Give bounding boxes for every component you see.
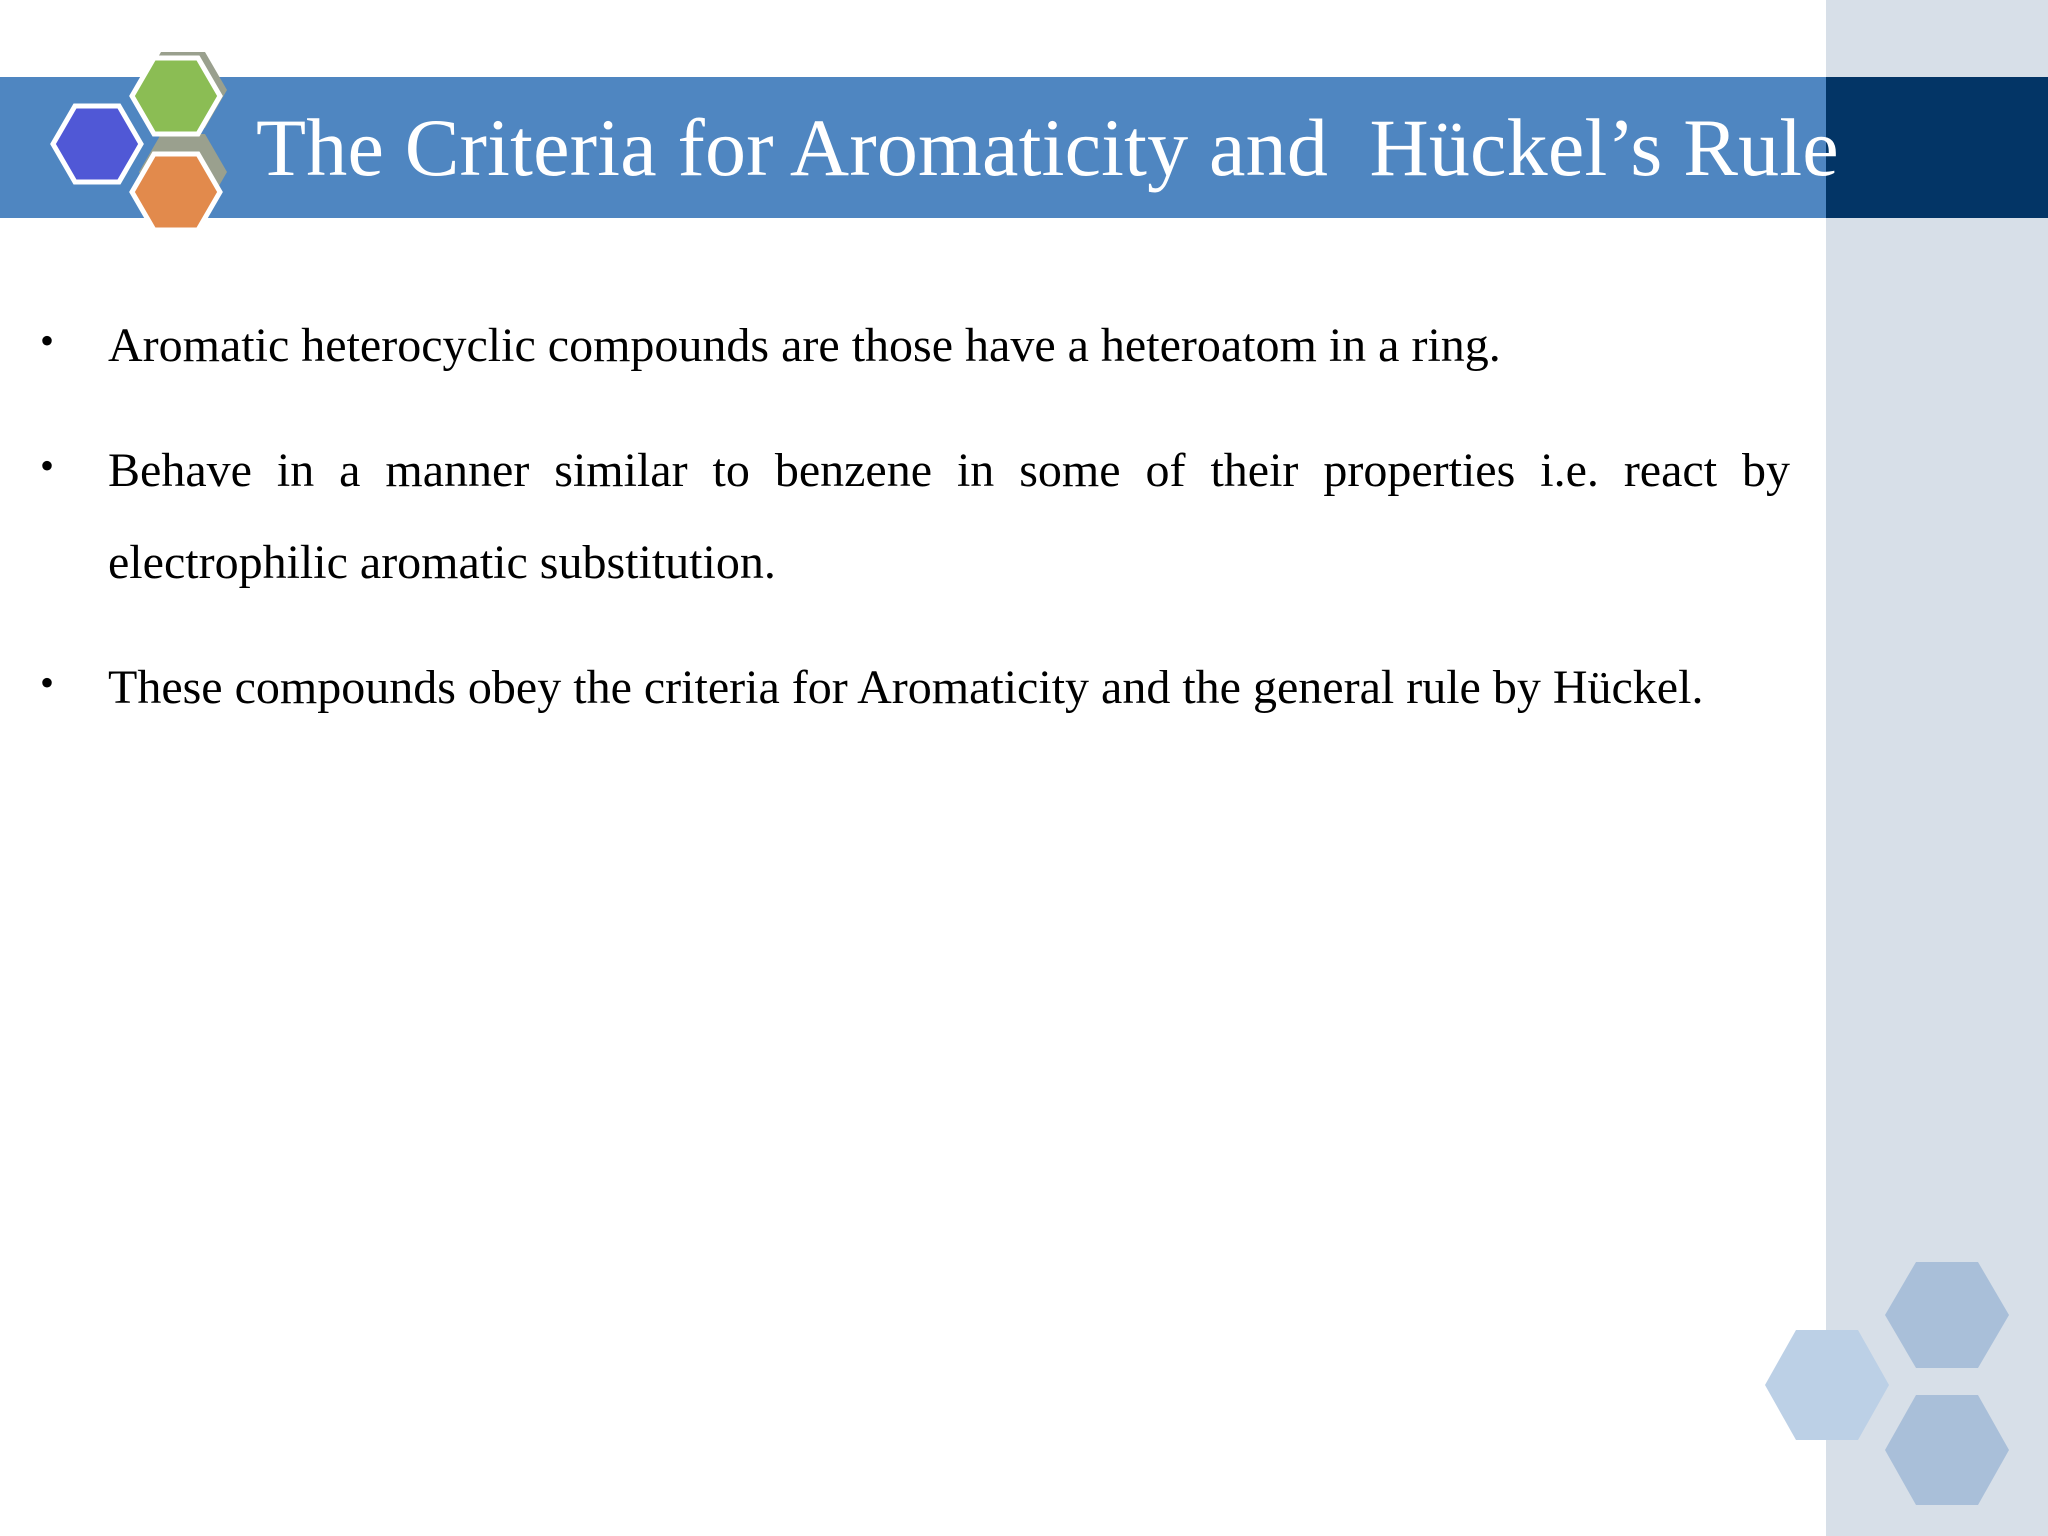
bullet-dot: • bbox=[40, 660, 55, 705]
slide-title: The Criteria for Aromaticity and Hückel’s Rule bbox=[256, 102, 1839, 193]
bullet-dot: • bbox=[40, 318, 55, 363]
bullet-list bbox=[40, 300, 1790, 767]
bullet-item bbox=[40, 425, 1790, 609]
title-bar-accent bbox=[1826, 77, 2048, 218]
green-hexagon bbox=[132, 58, 220, 134]
hexagon-logo-icon bbox=[20, 40, 250, 250]
orange-hexagon bbox=[132, 154, 220, 230]
bullet-item bbox=[40, 300, 1790, 392]
decorative-hexagons-icon bbox=[1710, 1255, 2048, 1536]
bullet-item bbox=[40, 642, 1790, 734]
blue-hexagon bbox=[53, 106, 141, 182]
decor-hexagon-left bbox=[1765, 1330, 1889, 1440]
bullet-text: Aromatic heterocyclic compounds are those have a heteroatom in a ring. bbox=[108, 319, 1501, 372]
decor-hexagon-top bbox=[1885, 1262, 2009, 1368]
bullet-text: These compounds obey the criteria for Aromaticity and the general rule by Hückel. bbox=[108, 661, 1704, 714]
decor-hexagon-bottom bbox=[1885, 1395, 2009, 1505]
bullet-text: Behave in a manner similar to benzene in some of their properties i.e. react by electrophilic aromatic substitution. bbox=[108, 444, 1790, 589]
bullet-dot: • bbox=[40, 443, 55, 488]
